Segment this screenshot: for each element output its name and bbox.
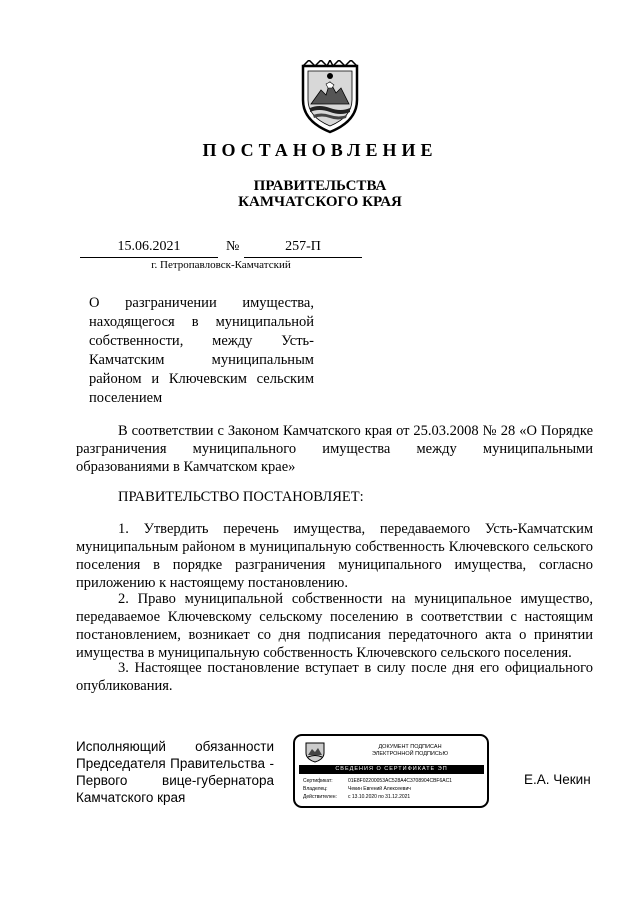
decree-heading: ПРАВИТЕЛЬСТВО ПОСТАНОВЛЯЕТ: <box>118 489 364 505</box>
clause-2: 2. Право муниципальной собственности на муниципальное имущество, передаваемое Ключевскому сельскому поселению в соответствии с настоящим постановлением, возникает со дня подписания передаточного акта о принятии имущества в муниципальную собственность Ключевского сельского поселения. <box>76 591 593 661</box>
document-type-heading: ПОСТАНОВЛЕНИЕ <box>202 140 438 160</box>
stamp-label: Действителен: <box>303 794 337 800</box>
stamp-label: Владелец: <box>303 786 328 792</box>
clause-1: 1. Утвердить перечень имущества, передаваемого Усть-Камчатским муниципальным районом в муниципальную собственность Ключевского сельского поселения в порядке разграничения муниципального имущества, согласно приложению к настоящему постановлению. <box>76 521 593 591</box>
signer-position-line: Камчатского края <box>76 790 186 805</box>
document-date: 15.06.2021 <box>80 239 218 258</box>
stamp-row-certificate <box>303 778 452 785</box>
electronic-signature-stamp <box>293 734 489 808</box>
stamp-emblem-icon <box>305 741 325 763</box>
issuer-line-1: ПРАВИТЕЛЬСТВА <box>253 178 387 194</box>
signer-name: Е.А. Чекин <box>524 772 591 787</box>
stamp-value: 01E8F02200053AC528A4C3708904CBF6AC1 <box>348 778 452 784</box>
stamp-value: Чекин Евгений Алексеевич <box>348 786 411 792</box>
stamp-row-validity <box>303 794 410 801</box>
coat-of-arms-emblem <box>299 60 361 134</box>
stamp-row-owner <box>303 786 411 793</box>
document-city: г. Петропавловск-Камчатский <box>151 259 291 271</box>
document-subject: О разграничении имущества, находящегося в муниципальной собственности, между Усть-Камчатским муниципальным районом и Ключевским сельским поселением <box>89 295 314 406</box>
preamble-paragraph: В соответствии с Законом Камчатского края от 25.03.2008 № 28 «О Порядке разграничения муниципального имущества между муниципальными образованиями в Камчатском крае» <box>76 423 593 475</box>
signer-position <box>76 738 274 806</box>
number-sign: № <box>226 239 240 254</box>
stamp-certificate-bar: СВЕДЕНИЯ О СЕРТИФИКАТЕ ЭП <box>299 765 484 774</box>
signer-position-line: Первого вице-губернатора <box>76 773 274 788</box>
signer-position-line: Председателя Правительства - <box>76 756 274 771</box>
stamp-title-line: ЭЛЕКТРОННОЙ ПОДПИСЬЮ <box>371 751 449 757</box>
stamp-value: с 13.10.2020 по 31.12.2021 <box>348 794 411 800</box>
stamp-title-line: ДОКУМЕНТ ПОДПИСАН <box>378 744 442 750</box>
stamp-title <box>335 744 485 758</box>
signer-position-line: Исполняющий обязанности <box>76 739 274 754</box>
clause-3: 3. Настоящее постановление вступает в силу после дня его официального опубликования. <box>76 660 593 694</box>
issuer-line-2: КАМЧАТСКОГО КРАЯ <box>238 194 402 210</box>
document-number: 257-П <box>244 239 362 258</box>
stamp-label: Сертификат: <box>303 778 333 784</box>
